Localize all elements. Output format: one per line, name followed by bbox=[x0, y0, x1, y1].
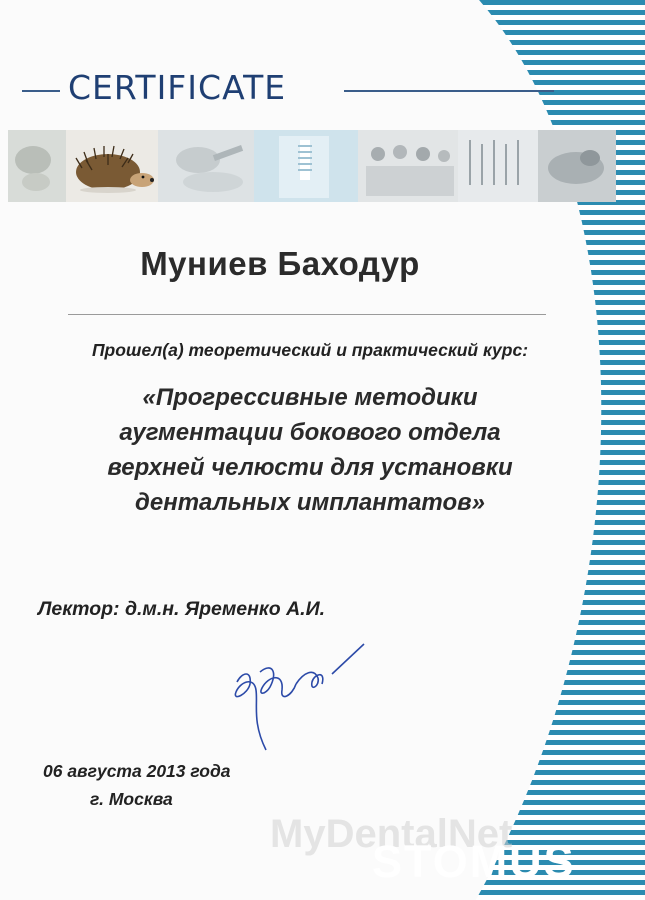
certificate-title: CERTIFICATE bbox=[68, 68, 287, 107]
name-underline bbox=[68, 314, 546, 315]
hedgehog-icon bbox=[66, 130, 158, 202]
classroom-icon bbox=[358, 130, 458, 202]
instruments-icon bbox=[458, 130, 538, 202]
course-title bbox=[0, 380, 620, 520]
surgery-icon bbox=[538, 130, 616, 202]
course-title-line: дентальных имплантатов» bbox=[135, 489, 485, 516]
course-title-line: верхней челюсти для установки bbox=[107, 454, 513, 481]
photo-strip bbox=[8, 130, 616, 202]
course-title-line: «Прогрессивные методики bbox=[142, 384, 478, 411]
watermark: MyDentalNet bbox=[270, 812, 513, 856]
course-title-line: аугментации бокового отдела bbox=[119, 419, 501, 446]
stomus-logo: STOMUS bbox=[372, 836, 576, 887]
passed-course-label: Прошел(а) теоретический и практический курс: bbox=[91, 340, 529, 360]
implant-icon bbox=[254, 130, 358, 202]
lecturer: Лектор: д.м.н. Яременко А.И. bbox=[38, 598, 326, 620]
signature bbox=[222, 632, 372, 752]
dental-procedure-icon bbox=[158, 130, 254, 202]
recipient-name: Муниев Баходур bbox=[140, 245, 420, 282]
title-rule-right bbox=[344, 90, 554, 92]
dental-photo-icon bbox=[8, 130, 66, 202]
issue-date: 06 августа 2013 года bbox=[43, 761, 231, 781]
issue-city: г. Москва bbox=[90, 789, 173, 809]
title-rule-left bbox=[22, 90, 60, 92]
